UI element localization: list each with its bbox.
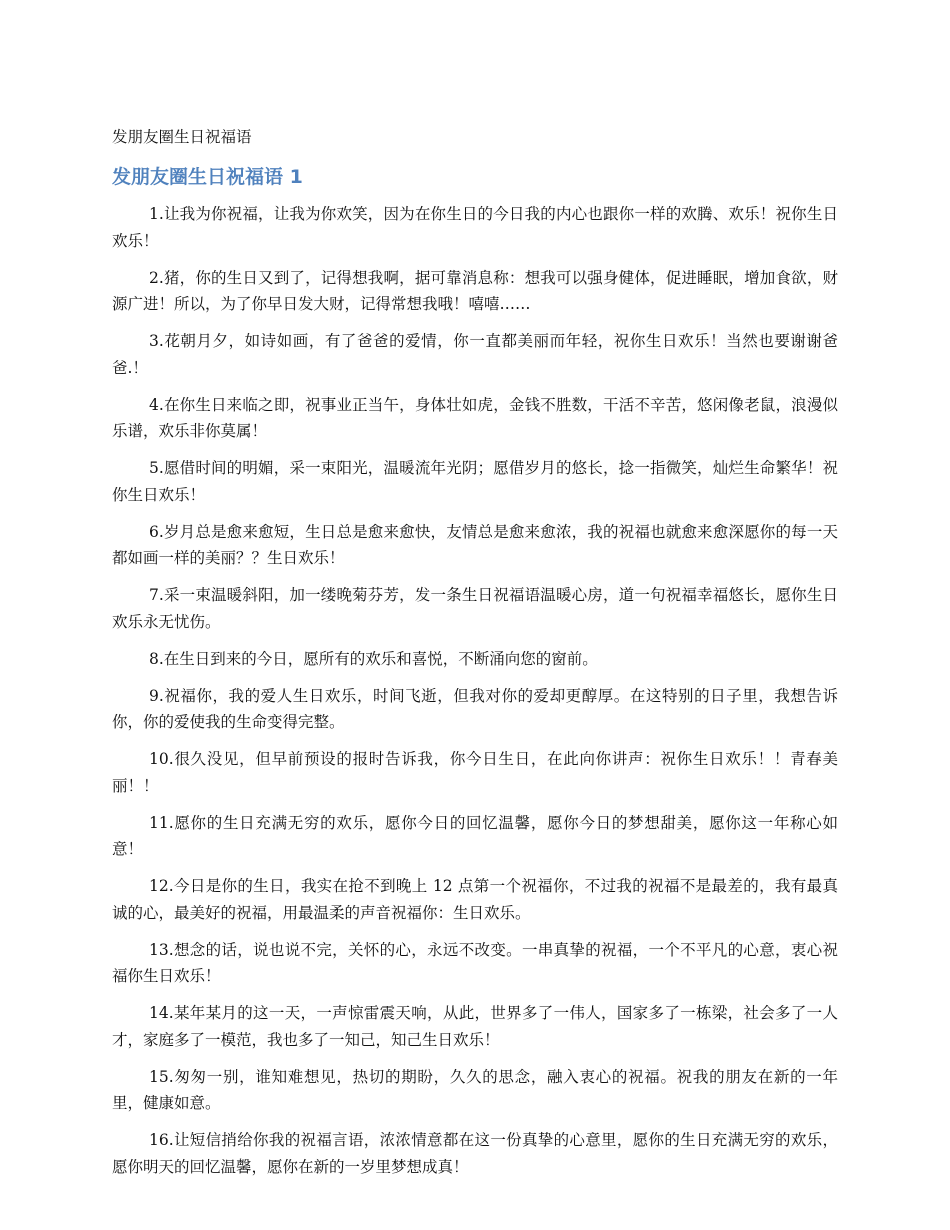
paragraph-8: 8.在生日到来的今日，愿所有的欢乐和喜悦，不断涌向您的窗前。	[149, 649, 598, 668]
paragraph-7: 7.采一束温暖斜阳，加一缕晚菊芬芳，发一条生日祝福语温暖心房，道一句祝福幸福悠长，愿你生日欢乐永无忧伤。	[112, 586, 838, 631]
paragraph-1: 1.让我为你祝福，让我为你欢笑，因为在你生日的今日我的内心也跟你一样的欢腾、欢乐！祝你生日欢乐！	[112, 205, 838, 250]
paragraph-15: 15.匆匆一别，谁知难想见，热切的期盼，久久的思念，融入衷心的祝福。祝我的朋友在新的一年里，健康如意。	[112, 1067, 838, 1112]
paragraph-6: 6.岁月总是愈来愈短，生日总是愈来愈快，友情总是愈来愈浓，我的祝福也就愈来愈深愿你的每一天都如画一样的美丽？？生日欢乐！	[112, 522, 838, 567]
paragraph-14: 14.某年某月的这一天，一声惊雷震天响，从此，世界多了一伟人，国家多了一栋梁，社会多了一人才，家庭多了一模范，我也多了一知己，知己生日欢乐！	[112, 1004, 838, 1049]
paragraph-9: 9.祝福你，我的爱人生日欢乐，时间飞逝，但我对你的爱却更醇厚。在这特别的日子里，我想告诉你，你的爱使我的生命变得完整。	[112, 686, 838, 731]
paragraph-2: 2.猪，你的生日又到了，记得想我啊，据可靠消息称：想我可以强身健体，促进睡眠，增加食欲，财源广进！所以，为了你早日发大财，记得常想我哦！嘻嘻……	[112, 268, 838, 313]
paragraph-4: 4.在你生日来临之即，祝事业正当午，身体壮如虎，金钱不胜数，干活不辛苦，悠闲像老鼠，浪漫似乐谱，欢乐非你莫属！	[112, 395, 838, 440]
paragraph-16: 16.让短信捎给你我的祝福言语，浓浓情意都在这一份真挚的心意里，愿你的生日充满无穷的欢乐，愿你明天的回忆温馨，愿你在新的一岁里梦想成真！	[112, 1131, 838, 1176]
paragraph-13: 13.想念的话，说也说不完，关怀的心，永远不改变。一串真挚的祝福，一个不平凡的心意，衷心祝福你生日欢乐！	[112, 940, 838, 985]
paragraph-3: 3.花朝月夕，如诗如画，有了爸爸的爱情，你一直都美丽而年轻，祝你生日欢乐！当然也要谢谢爸爸.！	[112, 332, 838, 377]
paragraph-5: 5.愿借时间的明媚，采一束阳光，温暖流年光阴；愿借岁月的悠长，捻一指微笑，灿烂生命繁华！祝你生日欢乐！	[112, 459, 838, 504]
section-heading: 发朋友圈生日祝福语 1	[112, 166, 303, 188]
paragraph-list	[112, 201, 838, 1180]
paragraph-11: 11.愿你的生日充满无穷的欢乐，愿你今日的回忆温馨，愿你今日的梦想甜美，愿你这一年称心如意！	[112, 813, 838, 858]
paragraph-12: 12.今日是你的生日，我实在抢不到晚上 12 点第一个祝福你，不过我的祝福不是最差的，我有最真诚的心，最美好的祝福，用最温柔的声音祝福你：生日欢乐。	[112, 877, 838, 922]
paragraph-10: 10.很久没见，但早前预设的报时告诉我，你今日生日，在此向你讲声：祝你生日欢乐！！青春美丽！！	[112, 750, 838, 795]
document-title: 发朋友圈生日祝福语	[112, 128, 252, 146]
